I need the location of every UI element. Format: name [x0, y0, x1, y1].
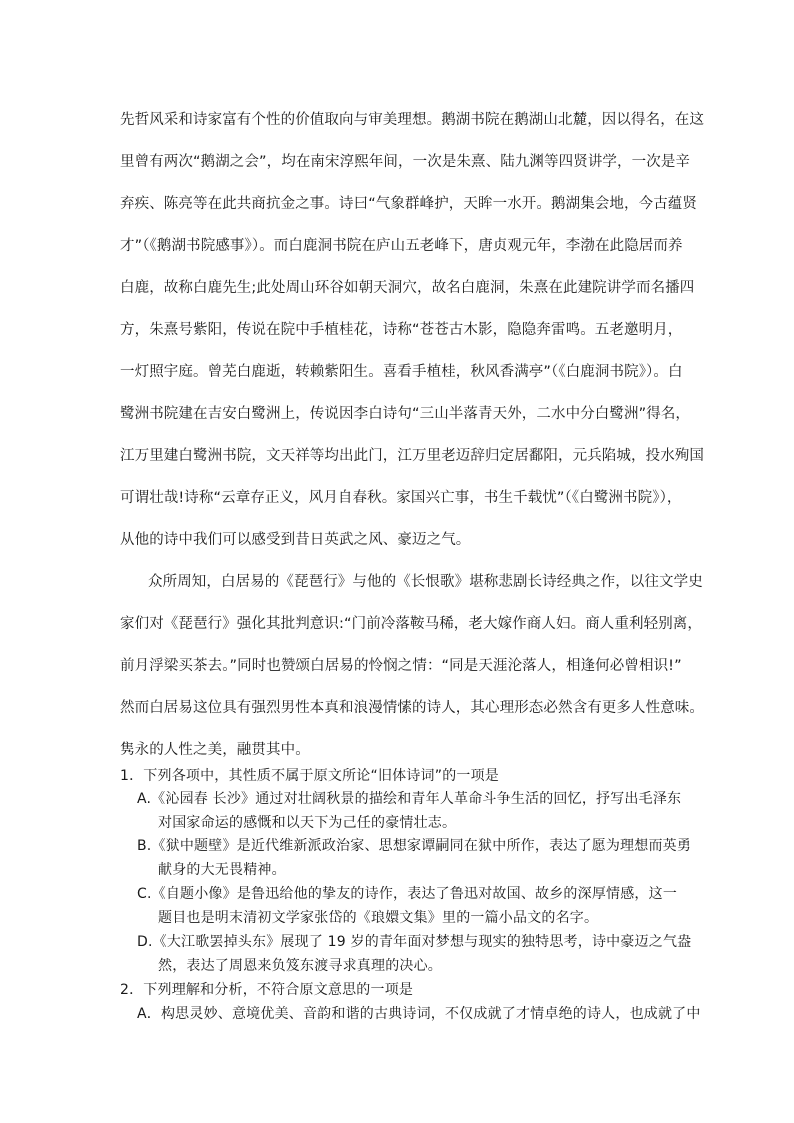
passage-line: 弃疾、陈亮等在此共商抗金之事。诗曰“气象群峰护，天眸一水开。鹅湖集会地，今古蕴贤: [120, 196, 698, 212]
passage-line: 先哲风采和诗家富有个性的价值取向与审美理想。鹅湖书院在鹅湖山北麓，因以得名，在这: [120, 112, 704, 128]
passage-line: 隽永的人性之美，融贯其中。: [120, 742, 310, 758]
question-1-option-b: B.《狱中题壁》是近代维新派政治家、思想家谭嗣同在狱中所作，表达了愿为理想而英勇: [137, 838, 692, 854]
passage-line: 鹭洲书院建在吉安白鹭洲上，传说因李白诗句“三山半落青天外，二水中分白鹭洲”得名，: [120, 406, 691, 422]
passage-line: 白鹿，故称白鹿先生;此处周山环谷如朝天洞穴，故名白鹿洞，朱熹在此建院讲学而名播四: [120, 280, 695, 296]
passage-line: 一灯照宇庭。曾芜白鹿逝，转赖紫阳生。喜看手植桂，秋风香满亭”（《白鹿洞书院》）。白: [120, 364, 683, 380]
question-1-option-c-cont: 题目也是明末清初文学家张岱的《琅嬛文集》里的一篇小品文的名字。: [158, 910, 599, 926]
question-1-option-b-cont: 献身的大无畏精神。: [158, 862, 286, 878]
question-1-option-a-cont: 对国家命运的感慨和以天下为己任的豪情壮志。: [158, 815, 457, 831]
passage-line: 家们对《琵琶行》强化其批判意识:“门前冷落鞍马稀，老大嫁作商人妇。商人重利轻别离，: [120, 616, 702, 632]
passage-line: 可谓壮哉!诗称“云章存正义，风月自春秋。家国兴亡事，书生千载忧”（《白鹭洲书院》），: [120, 490, 682, 506]
question-1-option-d-cont: 然，表达了周恩来负笈东渡寻求真理的决心。: [158, 958, 442, 974]
question-1-stem: 1．下列各项中，其性质不属于原文所论“旧体诗词”的一项是: [120, 768, 500, 784]
passage-line: 从他的诗中我们可以感受到昔日英武之风、豪迈之气。: [120, 532, 471, 548]
passage-line: 才”（《鹅湖书院感事》）。而白鹿洞书院在庐山五老峰下，唐贞观元年，李渤在此隐居而养: [120, 238, 683, 254]
question-1-option-d: D.《大江歌罢掉头东》展现了 19 岁的青年面对梦想与现实的独特思考，诗中豪迈之气盎: [137, 934, 692, 950]
question-2-option-a: A．构思灵妙、意境优美、音韵和谐的古典诗词，不仅成就了才情卓绝的诗人，也成就了中: [137, 1006, 701, 1022]
passage-line: 然而白居易这位具有强烈男性本真和浪漫情愫的诗人，其心理形态必然含有更多人性意味。: [120, 700, 704, 716]
passage-line: 众所周知，白居易的《琵琶行》与他的《长恨歌》堪称悲剧长诗经典之作，以往文学史: [148, 574, 703, 590]
question-1-option-a: A.《沁园春 长沙》通过对壮阔秋景的描绘和青年人革命斗争生活的回忆，抒写出毛泽东: [137, 791, 682, 807]
passage-line: 江万里建白鹭洲书院，文天祥等均出此门，江万里老迈辞归定居鄱阳，元兵陷城，投水殉国: [120, 448, 704, 464]
question-2-stem: 2．下列理解和分析，不符合原文意思的一项是: [120, 982, 414, 998]
passage-line: 前月浮梁买茶去。”同时也赞颂白居易的怜悯之情：“同是天涯沦落人，相逢何必曾相识!”: [120, 658, 682, 674]
question-1-option-c: C.《自题小像》是鲁迅给他的挚友的诗作，表达了鲁迅对故国、故乡的深厚情感，这一: [137, 886, 678, 902]
passage-line: 里曾有两次“鹅湖之会”，均在南宋淳熙年间，一次是朱熹、陆九渊等四贤讲学，一次是辛: [120, 154, 691, 170]
passage-line: 方，朱熹号紫阳，传说在院中手植桂花，诗称“苍苍古木影，隐隐奔雷鸣。五老邀明月，: [120, 322, 683, 338]
